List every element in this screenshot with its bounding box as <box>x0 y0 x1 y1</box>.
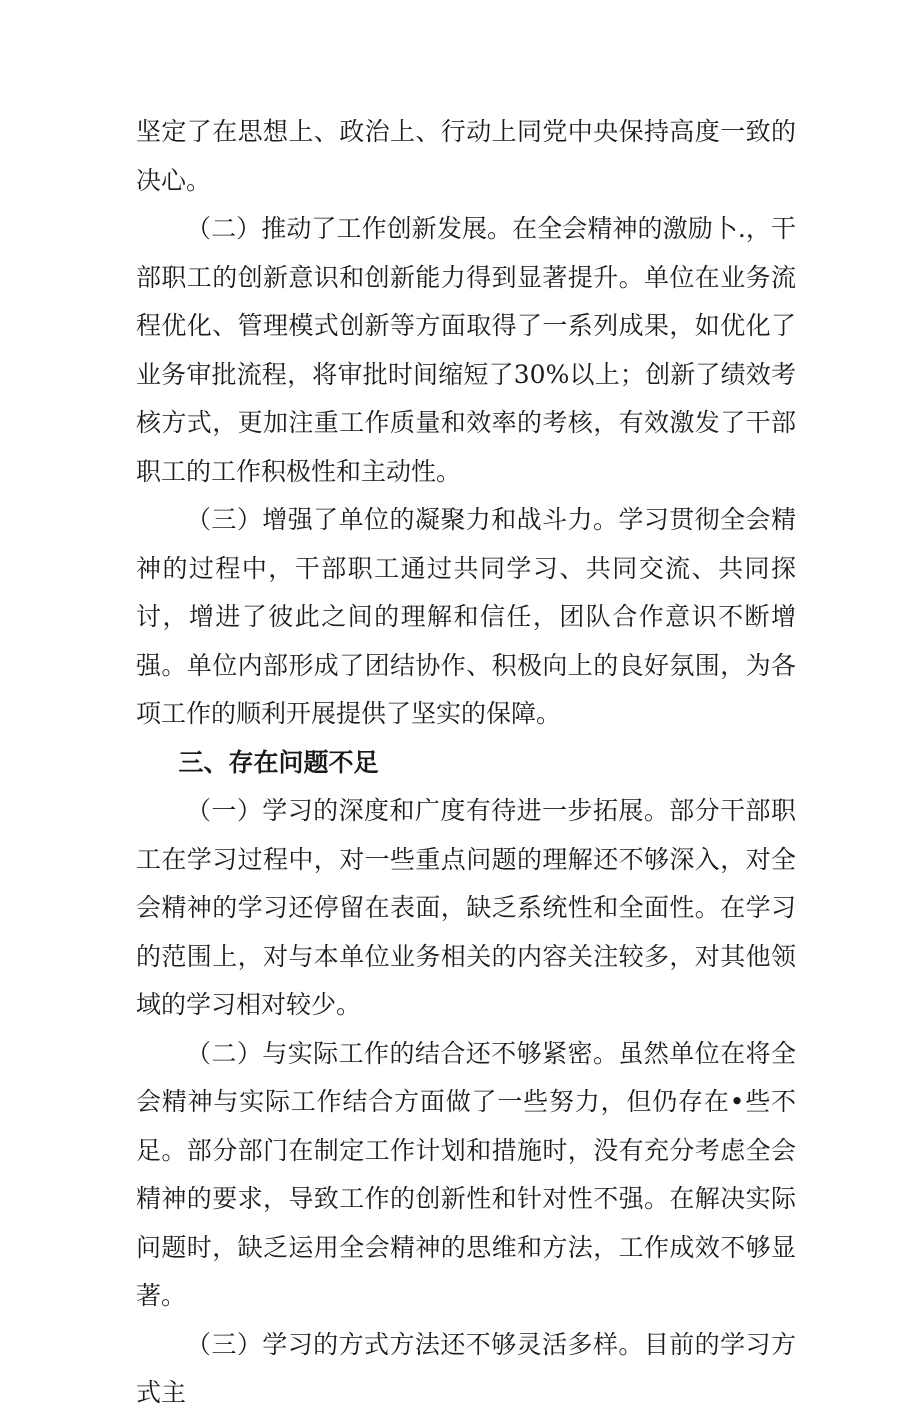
paragraph-innovation: （二）推动了工作创新发展。在全会精神的激励卜.，干部职工的创新意识和创新能力得到显著提升。单位在业务流程优化、管理模式创新等方面取得了一系列成果，如优化了业务审批流程，将审批时间缩短了30%以上；创新了绩效考核方式，更加注重工作质量和效率的考核，有效激发了干部职工的工作积极性和主动性。 <box>136 214 796 486</box>
paragraph-cohesion: （三）增强了单位的凝聚力和战斗力。学习贯彻全会精神的过程中，干部职工通过共同学习、共同交流、共同探讨，增进了彼此之间的理解和信任，团队合作意识不断增强。单位内部形成了团结协作、积极向上的良好氛围，为各项工作的顺利开展提供了坚实的保障。 <box>136 505 796 728</box>
section-heading: 三、存在问题不足 <box>178 747 379 777</box>
paragraph-continuation: 坚定了在思想上、政治上、行动上同党中央保持高度一致的决心。 <box>136 117 796 195</box>
paragraph-practice-integration: （二）与实际工作的结合还不够紧密。虽然单位在将全会精神与实际工作结合方面做了一些努力，但仍存在•些不足。部分部门在制定工作计划和措施时，没有充分考虑全会精神的要求，导致工作的创新性和针对性不强。在解决实际问题时，缺乏运用全会精神的思维和方法，工作成效不够显著。 <box>136 1038 796 1310</box>
paragraph-study-depth: （一）学习的深度和广度有待进一步拓展。部分干部职工在学习过程中，对一些重点问题的理解还不够深入，对全会精神的学习还停留在表面，缺乏系统性和全面性。在学习的范围上，对与本单位业务相关的内容关注较多，对其他领域的学习相对较少。 <box>136 796 796 1019</box>
paragraph-study-methods: （三）学习的方式方法还不够灵活多样。目前的学习方式主 <box>136 1329 796 1407</box>
document-body <box>136 108 796 1418</box>
